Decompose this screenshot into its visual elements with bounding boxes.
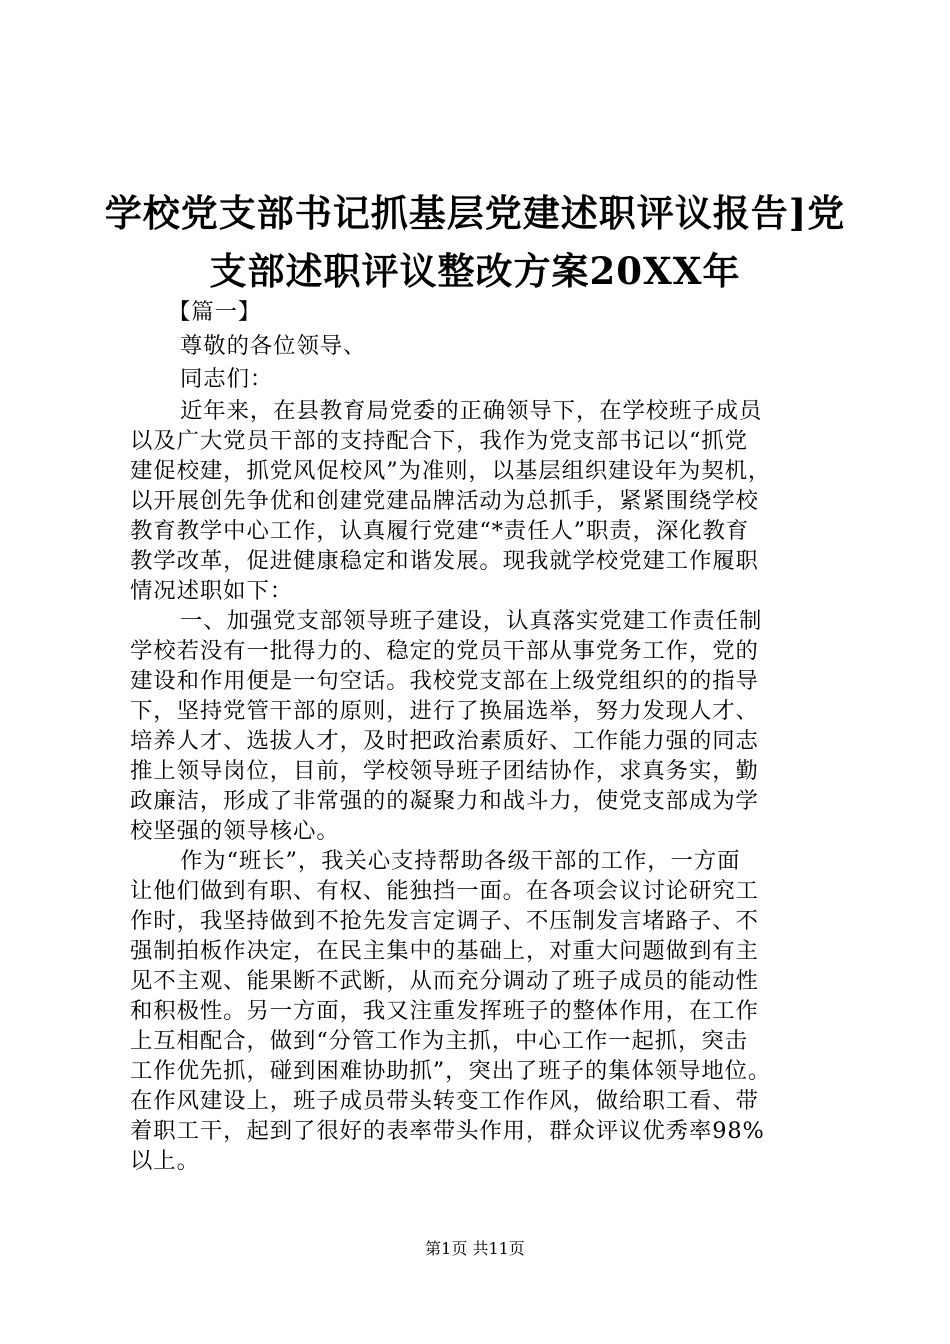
body-line: 和积极性。另一方面，我又注重发挥班子的整体作用，在工作: [130, 998, 759, 1024]
body-line: 近年来，在县教育局党委的正确领导下，在学校班子成员: [180, 398, 763, 424]
body-line: 推上领导岗位，目前，学校领导班子团结协作，求真务实，勤: [130, 758, 759, 784]
body-line: 政廉洁，形成了非常强的的凝聚力和战斗力，使党支部成为学: [130, 788, 759, 814]
body-line: 一、加强党支部领导班子建设，认真落实党建工作责任制: [180, 608, 763, 634]
body-line: 学校若没有一批得力的、稳定的党员干部从事党务工作，党的: [130, 638, 759, 664]
body-line: 以上。: [130, 1148, 200, 1174]
body-line: 让他们做到有职、有权、能独挡一面。在各项会议讨论研究工: [130, 878, 759, 904]
body-line: 以及广大党员干部的支持配合下，我作为党支部书记以“抓党: [130, 428, 748, 454]
body-line: 情况述职如下：: [130, 578, 294, 604]
salutation-line: 尊敬的各位领导、: [180, 333, 367, 359]
body-line: 工作优先抓，碰到困难协助抓”，突出了班子的集体领导地位。: [130, 1058, 772, 1084]
body-line: 建促校建，抓党风促校风”为准则，以基层组织建设年为契机，: [130, 458, 772, 484]
body-line: 校坚强的领导核心。: [130, 818, 340, 844]
body-line: 以开展创先争优和创建党建品牌活动为总抓手，紧紧围绕学校: [130, 488, 759, 514]
body-line: 下，坚持党管干部的原则，进行了换届选举，努力发现人才、: [130, 698, 759, 724]
body-line: 上互相配合，做到“分管工作为主抓，中心工作一起抓，突击: [130, 1028, 748, 1054]
document-title-line-1: 学校党支部书记抓基层党建述职评议报告]党: [104, 191, 846, 235]
body-line: 见不主观、能果断不武断，从而充分调动了班子成员的能动性: [130, 968, 759, 994]
body-line: 强制拍板作决定，在民主集中的基础上，对重大问题做到有主: [130, 938, 759, 964]
salutation-line: 同志们：: [180, 366, 274, 392]
body-line: 作为“班长”，我关心支持帮助各级干部的工作，一方面: [180, 848, 741, 874]
body-line: 教学改革，促进健康稳定和谐发展。现我就学校党建工作履职: [130, 548, 759, 574]
document-title-line-2: 支部述职评议整改方案20XX年: [209, 249, 741, 293]
body-line: 建设和作用便是一句空话。我校党支部在上级党组织的的指导: [130, 668, 759, 694]
body-line: 作时，我坚持做到不抢先发言定调子、不压制发言堵路子、不: [130, 908, 759, 934]
section-heading: 【篇一】: [168, 299, 262, 325]
body-line: 培养人才、选拔人才，及时把政治素质好、工作能力强的同志: [130, 728, 759, 754]
page-number-footer: 第1页 共11页: [425, 1239, 525, 1258]
body-line: 教育教学中心工作，认真履行党建“*责任人”职责，深化教育: [130, 518, 750, 544]
body-line: 在作风建设上，班子成员带头转变工作作风，做给职工看、带: [130, 1088, 759, 1114]
body-line: 着职工干，起到了很好的表率带头作用，群众评议优秀率98%: [130, 1118, 765, 1144]
